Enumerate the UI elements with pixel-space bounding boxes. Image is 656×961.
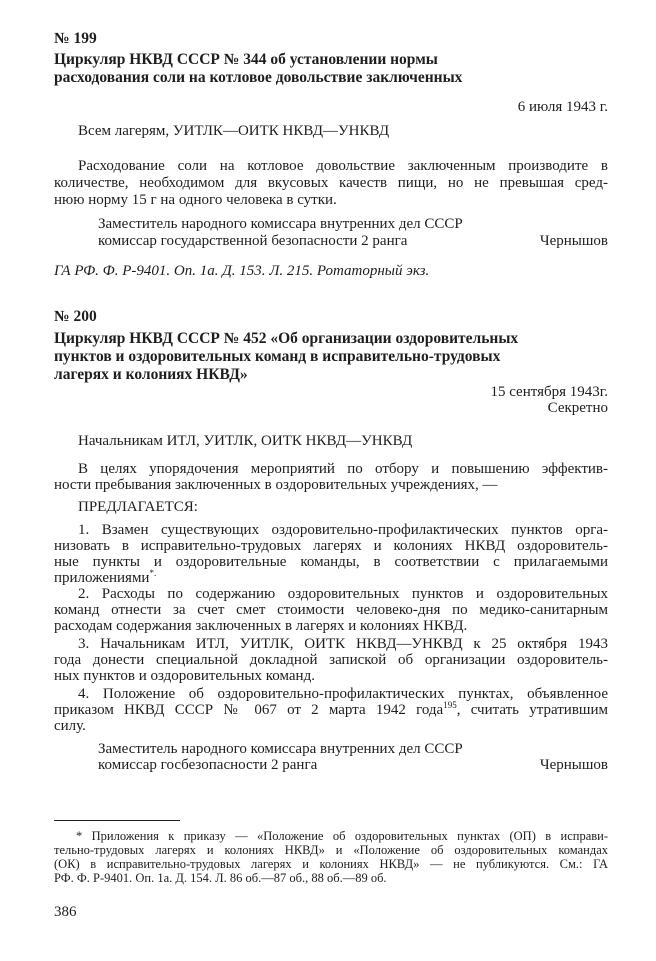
doc-title-line: Циркуляр НКВД СССР № 344 об установлении нормы — [54, 51, 438, 68]
footnote-mark: *. — [149, 568, 157, 578]
signature-title: Заместитель народного комиссара внутренних дел СССР — [98, 741, 463, 757]
proposes-heading: ПРЕДЛАГАЕТСЯ: — [78, 499, 198, 515]
item-text: приказом НКВД СССР № 067 от 2 марта 1942 года — [54, 702, 444, 718]
doc-date: 15 сентября 1943г. — [490, 384, 608, 400]
item-line — [54, 702, 608, 718]
page-number: 386 — [54, 904, 77, 920]
item-line — [54, 570, 608, 586]
addressee: Всем лагерям, УИТЛК—ОИТК НКВД—УНКВД — [78, 123, 390, 139]
archive-source: ГА РФ. Ф. Р-9401. Оп. 1а. Д. 153. Л. 215. Ротаторный экз. — [54, 263, 430, 279]
item-line: ные пункты и оздоровительные команды, в соответствии с прилагаемыми — [54, 554, 608, 570]
item-line: 2. Расходы по содержанию оздоровительных пунктов и оздоровительных — [78, 586, 608, 602]
classification: Секретно — [547, 400, 608, 416]
endnote-ref: 195 — [443, 700, 457, 710]
body-line: нюю норму 15 г на одного человека в сутки. — [54, 192, 337, 208]
item-line: 3. Начальникам ИТЛ, УИТЛК, ОИТК НКВД—УНКВД к 25 октября 1943 — [78, 636, 608, 652]
item-line: расходам содержания заключенных в лагерях и колониях НКВД. — [54, 618, 468, 634]
item-text: приложениями — [54, 570, 150, 586]
item-line: силу. — [54, 718, 86, 734]
body-line: Расходование соли на котловое довольствие заключенным производите в — [78, 158, 608, 174]
signer-name: Чернышов — [539, 757, 608, 773]
signature-block — [98, 233, 608, 249]
addressee: Начальникам ИТЛ, УИТЛК, ОИТК НКВД—УНКВД — [78, 433, 413, 449]
item-line: ных пунктов и оздоровительных команд. — [54, 668, 315, 684]
signature-block — [98, 757, 608, 773]
footnote-line: (ОК) в исправительно-трудовых лагерях и колониях НКВД» — не публикуются. См.: ГА — [54, 857, 608, 871]
item-line: 4. Положение об оздоровительно-профилактических пунктах, объявленное — [78, 686, 608, 702]
signer-name: Чернышов — [539, 233, 608, 249]
footnote-line: * Приложения к приказу — «Положение об оздоровительных пунктах (ОП) в исправи- — [76, 829, 608, 843]
item-text: , считать утратившим — [456, 702, 608, 718]
signature-title: Заместитель народного комиссара внутренних дел СССР — [98, 216, 463, 232]
item-line: команд отнести за счет смет стоимости человеко-дня по медико-санитарным — [54, 602, 608, 618]
footnote-line: тельно-трудовых лагерях и колониях НКВД» и «Положение об оздоровительных командах — [54, 843, 608, 857]
signature-title: комиссар государственной безопасности 2 ранга — [98, 233, 408, 249]
doc-number: № 200 — [54, 308, 97, 325]
footnote-divider — [54, 820, 180, 821]
doc-title-line: пунктов и оздоровительных команд в исправительно-трудовых — [54, 348, 501, 365]
doc-date: 6 июля 1943 г. — [517, 99, 608, 115]
body-line: количестве, необходимом для вкусовых качеств пищи, но не превышая сред- — [54, 175, 608, 191]
preamble-line: ности пребывания заключенных в оздоровительных учреждениях, — — [54, 477, 498, 493]
signature-title: комиссар госбезопасности 2 ранга — [98, 757, 318, 773]
doc-number: № 199 — [54, 30, 97, 47]
doc-title-line: Циркуляр НКВД СССР № 452 «Об организации оздоровительных — [54, 330, 519, 347]
item-line: года донести специальной докладной запиской об организации оздоровитель- — [54, 652, 608, 668]
preamble-line: В целях упорядочения мероприятий по отбору и повышению эффектив- — [78, 461, 608, 477]
doc-title-line: лагерях и колониях НКВД» — [54, 366, 248, 383]
item-line: низовать в исправительно-трудовых лагерях и колониях НКВД оздоровитель- — [54, 538, 608, 554]
doc-title-line: расходования соли на котловое довольствие заключенных — [54, 69, 463, 86]
item-line: 1. Взамен существующих оздоровительно-профилактических пунктов орга- — [78, 522, 608, 538]
footnote-line: РФ. Ф. Р-9401. Оп. 1а. Д. 154. Л. 86 об.—87 об., 88 об.—89 об. — [54, 871, 387, 885]
